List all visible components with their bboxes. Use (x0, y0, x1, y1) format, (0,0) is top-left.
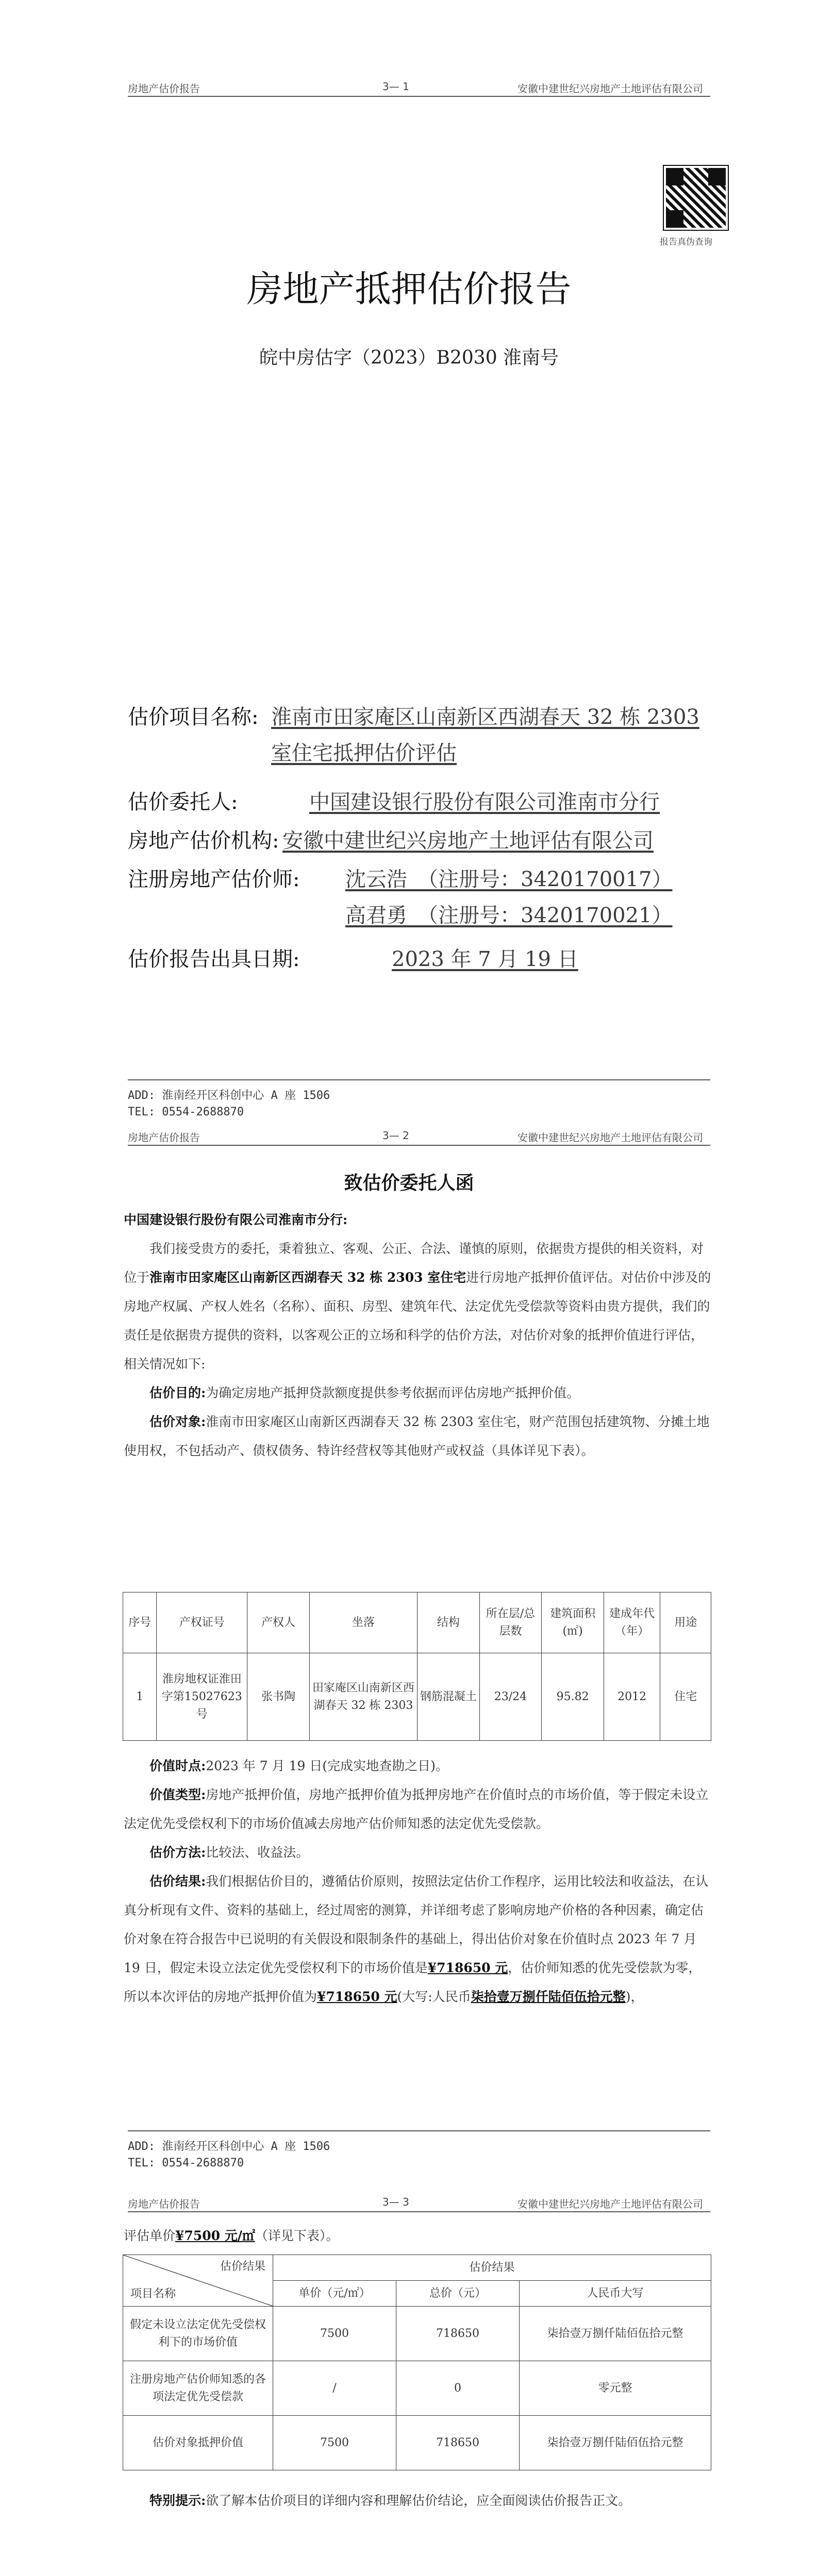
header-left: 房地产估价报告 (128, 2198, 200, 2210)
date-value: 2023 年 7 月 19 日 (392, 947, 578, 971)
table-header-cell: 建筑面积(㎡) (542, 1592, 604, 1653)
market-value: ¥718650 元 (427, 1960, 508, 1975)
property-table (123, 1592, 711, 1741)
report-title: 房地产抵押估价报告 (246, 268, 572, 310)
table-cell: 7500 (273, 2416, 396, 2470)
client-label: 估价委托人: (128, 790, 238, 814)
table-cell: 718650 (396, 2416, 520, 2470)
object-text: 淮南市田家庵区山南新区西湖春天 32 栋 2303 室住宅，财产范围包括建筑物、分摊土地使用权，不包括动产、债权债务、特许经营权等其他财产或权益（具体详见下表）。 (124, 1414, 710, 1458)
appraiser-1: 沈云浩 （注册号：3420170017） (345, 868, 673, 891)
mortgage-value-upper: 柒拾壹万捌仟陆佰伍拾元整 (471, 1989, 626, 2004)
table-group-header: 估价结果 (273, 2255, 711, 2281)
value-time-label: 价值时点: (149, 1758, 206, 1773)
diagonal-top-label: 估价结果 (220, 2260, 265, 2273)
object-paragraph (124, 1408, 711, 1465)
header-rule (128, 1145, 710, 1146)
header-rule (128, 96, 710, 97)
header-page-number: 3— 2 (382, 1129, 409, 1142)
unit-price-text-a: 评估单价 (124, 2228, 176, 2243)
client-value: 中国建设银行股份有限公司淮南市分行 (309, 790, 660, 814)
table-cell: / (273, 2361, 396, 2416)
appraiser-2: 高君勇 （注册号：3420170021） (345, 904, 673, 927)
table-cell: 假定未设立法定优先受偿权利下的市场价值 (123, 2307, 273, 2361)
table-row (123, 2416, 711, 2470)
table-cell: 95.82 (542, 1653, 604, 1741)
footer-phone: TEL: 0554-2688870 (128, 1106, 244, 1118)
salutation: 中国建设银行股份有限公司淮南市分行: (124, 1212, 348, 1227)
table-header-cell: 坐落 (309, 1592, 417, 1653)
agency-label: 房地产估价机构: (128, 829, 279, 853)
intro-text-b: 进行房地产抵押价值评估。对估价中涉及的房地产权属、产权人姓名（名称）、面积、房型、建筑年代、法定优先受偿款等资料由贵方提供，我们的责任是依据贵方提供的资料，以客观公正的立场和科学的估价方法，对估价对象的抵押价值进行评估，相关情况如下: (124, 1270, 711, 1371)
table-cell: 田家庵区山南新区西湖春天 32 栋 2303 (309, 1653, 417, 1741)
table-header-row (123, 2255, 711, 2281)
result-text-a: 我们根据估价目的，遵循估价原则，按照法定估价工作程序，运用比较法和收益法，在认真分析现有文件、资料的基础上，经过周密的测算，并详细考虑了影响房地产价格的各种因素，确定估价对象在符合报告中已说明的有关假设和限制条件的基础上，得出估价对象在价值时点 2023 年 7 月 19 日，假定未设立法定优先受偿权利下的市场价值是 (124, 1874, 709, 1975)
footer-phone: TEL: 0554-2688870 (128, 2157, 244, 2170)
project-value-line1: 淮南市田家庵区山南新区西湖春天 32 栋 2303 (271, 705, 699, 729)
table-cell: 注册房地产估价师知悉的各项法定优先受偿款 (123, 2361, 273, 2416)
table-cell: 估价对象抵押价值 (123, 2416, 273, 2470)
table-header-cell: 单价（元/㎡） (273, 2281, 396, 2307)
table-header-cell: 人民币大写 (520, 2281, 711, 2307)
unit-price-paragraph (124, 2222, 711, 2250)
table-cell: 零元整 (520, 2361, 711, 2416)
intro-text-a: 我们接受贵方的委托，秉着独立、客观、公正、合法、谨慎的原则，依据贵方提供的相关资料，对位于 (124, 1241, 704, 1285)
qr-caption: 报告真伪查询 (660, 237, 712, 247)
special-note-label: 特别提示: (149, 2493, 206, 2508)
table-cell: 钢筋混凝土 (418, 1653, 480, 1741)
result-paragraph (124, 1867, 711, 2011)
letter-body-continued (124, 1752, 711, 2011)
table-cell: 23/24 (479, 1653, 542, 1741)
table-cell: 718650 (396, 2307, 520, 2361)
letter-title: 致估价委托人函 (344, 1172, 474, 1194)
agency-value: 安徽中建世纪兴房地产土地评估有限公司 (282, 829, 654, 853)
table-cell: 2012 (604, 1653, 660, 1741)
table-cell: 7500 (273, 2307, 396, 2361)
purpose-label: 估价目的: (149, 1385, 206, 1400)
result-label: 估价结果: (149, 1874, 206, 1889)
purpose-text: 为确定房地产抵押贷款额度提供参考依据而评估房地产抵押价值。 (206, 1385, 580, 1400)
table-cell: 柒拾壹万捌仟陆佰伍拾元整 (520, 2307, 711, 2361)
footer-address: ADD: 淮南经开区科创中心 A 座 1506 (128, 1089, 330, 1102)
header-right: 安徽中建世纪兴房地产土地评估有限公司 (517, 1131, 703, 1144)
table-cell: 张书陶 (247, 1653, 310, 1741)
table-header-cell: 总价（元） (396, 2281, 520, 2307)
date-label: 估价报告出具日期: (128, 947, 300, 971)
appraiser-label: 注册房地产估价师: (128, 868, 300, 891)
valuation-table (123, 2255, 711, 2470)
header-page-number: 3— 1 (382, 80, 409, 93)
table-cell: 1 (123, 1653, 157, 1741)
method-paragraph (124, 1838, 711, 1867)
table-cell: 住宅 (660, 1653, 711, 1741)
object-label: 估价对象: (149, 1414, 206, 1429)
letter-body (124, 1206, 711, 1465)
value-type-text: 房地产抵押价值，房地产抵押价值为抵押房地产在价值时点的市场价值，等于假定未设立法定优先受偿权利下的市场价值减去房地产估价师知悉的法定优先受偿款。 (124, 1787, 709, 1831)
project-value-line2: 室住宅抵押估价评估 (271, 741, 457, 765)
table-header-cell: 产权人 (247, 1592, 310, 1653)
result-text-c: (大写:人民币 (397, 1989, 471, 2004)
table-row (123, 2307, 711, 2361)
intro-object: 淮南市田家庵区山南新区西湖春天 32 栋 2303 室住宅 (149, 1270, 466, 1285)
purpose-paragraph (124, 1379, 711, 1408)
header-right: 安徽中建世纪兴房地产土地评估有限公司 (517, 2198, 703, 2210)
table-header-cell: 结构 (418, 1592, 480, 1653)
header-page-number: 3— 3 (382, 2196, 409, 2208)
table-cell: 柒拾壹万捌仟陆佰伍拾元整 (520, 2416, 711, 2470)
table-row (123, 2361, 711, 2416)
table-header-row (123, 1592, 711, 1653)
footer-rule (128, 1079, 710, 1080)
table-cell: 0 (396, 2361, 520, 2416)
footer-address: ADD: 淮南经开区科创中心 A 座 1506 (128, 2140, 330, 2153)
value-time-text: 2023 年 7 月 19 日(完成实地查勘之日)。 (206, 1758, 448, 1773)
header-left: 房地产估价报告 (128, 82, 200, 95)
unit-price-line (124, 2222, 711, 2250)
unit-price-text-b: （详见下表）。 (255, 2228, 339, 2243)
mortgage-value: ¥718650 元 (317, 1989, 397, 2004)
diagonal-bottom-label: 项目名称 (130, 2287, 176, 2300)
table-row (123, 1653, 711, 1741)
project-label: 估价项目名称: (128, 705, 259, 729)
result-text-d: )， (625, 1989, 644, 2004)
method-label: 估价方法: (149, 1845, 206, 1860)
header-right: 安徽中建世纪兴房地产土地评估有限公司 (517, 82, 703, 95)
value-type-label: 价值类型: (149, 1787, 206, 1802)
header-rule (128, 2211, 710, 2212)
header-left: 房地产估价报告 (128, 1131, 200, 1144)
table-cell: 淮房地权证淮田字第15027623 号 (157, 1653, 247, 1741)
table-header-cell: 产权证号 (157, 1592, 247, 1653)
result-text-b: ，估价师知悉的优先受偿款为零，所以本次评估的房地产抵押价值为 (124, 1960, 702, 2004)
special-note-paragraph (124, 2486, 711, 2515)
value-type-paragraph (124, 1781, 711, 1838)
footer-rule (128, 2130, 710, 2131)
diagonal-header-cell (123, 2255, 273, 2307)
qr-code-icon[interactable] (664, 166, 728, 230)
special-note-text: 欲了解本估价项目的详细内容和理解估价结论，应全面阅读估价报告正文。 (206, 2493, 631, 2508)
value-time-paragraph (124, 1752, 711, 1781)
table-header-cell: 所在层/总层数 (479, 1592, 542, 1653)
table-header-cell: 用途 (660, 1592, 711, 1653)
table-header-cell: 建成年代（年） (604, 1592, 660, 1653)
special-note (124, 2486, 711, 2515)
report-number: 皖中房估字（2023）B2030 淮南号 (259, 347, 559, 368)
table-header-cell: 序号 (123, 1592, 157, 1653)
unit-price-value: ¥7500 元/㎡ (175, 2228, 255, 2243)
method-text: 比较法、收益法。 (206, 1845, 309, 1860)
intro-paragraph (124, 1234, 711, 1379)
